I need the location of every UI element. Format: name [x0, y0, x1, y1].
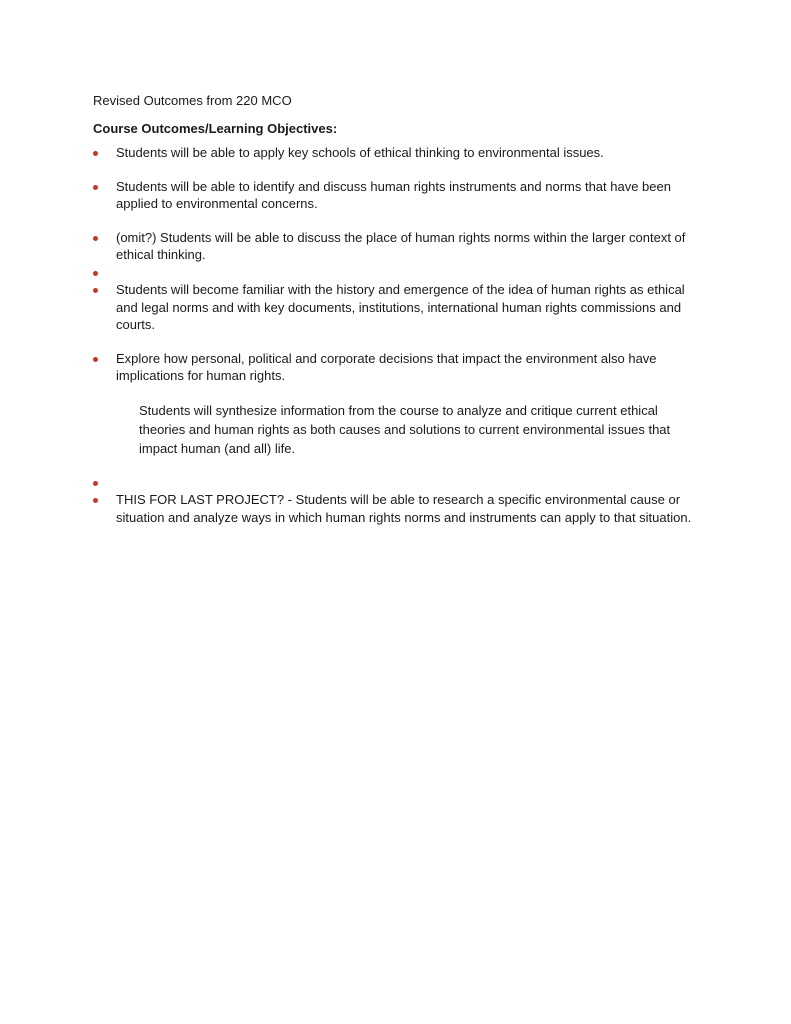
- list-item-text: Explore how personal, political and corporate decisions that impact the environment also have implications for human rights.: [116, 350, 657, 383]
- list-item: [93, 491, 705, 526]
- bullet-icon: [93, 288, 98, 293]
- bullet-icon: [93, 271, 98, 276]
- list-item: [93, 350, 705, 385]
- list-item: [93, 281, 705, 334]
- bullet-icon: [93, 357, 98, 362]
- indented-paragraph: Students will synthesize information from the course to analyze and critique current ethical theories and human rights as both causes and solutions to current environmental issues that impact human (and all) life.: [139, 402, 671, 456]
- document-body: [93, 92, 705, 526]
- list-item-text: (omit?) Students will be able to discuss the place of human rights norms within the larger context of ethical thinking.: [116, 229, 686, 262]
- list-item-text: Students will become familiar with the history and emergence of the idea of human rights as ethical and legal norms and with key documents, institutions, international human rights commissions and courts.: [116, 282, 685, 332]
- list-item: [93, 229, 705, 264]
- bullet-icon: [93, 151, 98, 156]
- list-item-empty: [93, 264, 705, 282]
- list-item-text: THIS FOR LAST PROJECT? - Students will be able to research a specific environmental cause or situation and analyze ways in which human rights norms and instruments can apply to that situation.: [116, 492, 692, 525]
- list-item-empty: [93, 474, 705, 492]
- outcomes-list-2: [93, 474, 705, 527]
- document-title-line: Revised Outcomes from 220 MCO: [93, 93, 292, 108]
- list-item-text: Students will be able to identify and discuss human rights instruments and norms that have been applied to environmental concerns.: [116, 178, 671, 211]
- outcomes-list: [93, 144, 705, 385]
- bullet-icon: [93, 236, 98, 241]
- list-item: [93, 144, 705, 162]
- list-item-text: Students will be able to apply key schools of ethical thinking to environmental issues.: [116, 145, 604, 160]
- bullet-icon: [93, 481, 98, 486]
- bullet-icon: [93, 185, 98, 190]
- bullet-icon: [93, 498, 98, 503]
- list-item: [93, 178, 705, 213]
- section-heading: Course Outcomes/Learning Objectives:: [93, 121, 338, 136]
